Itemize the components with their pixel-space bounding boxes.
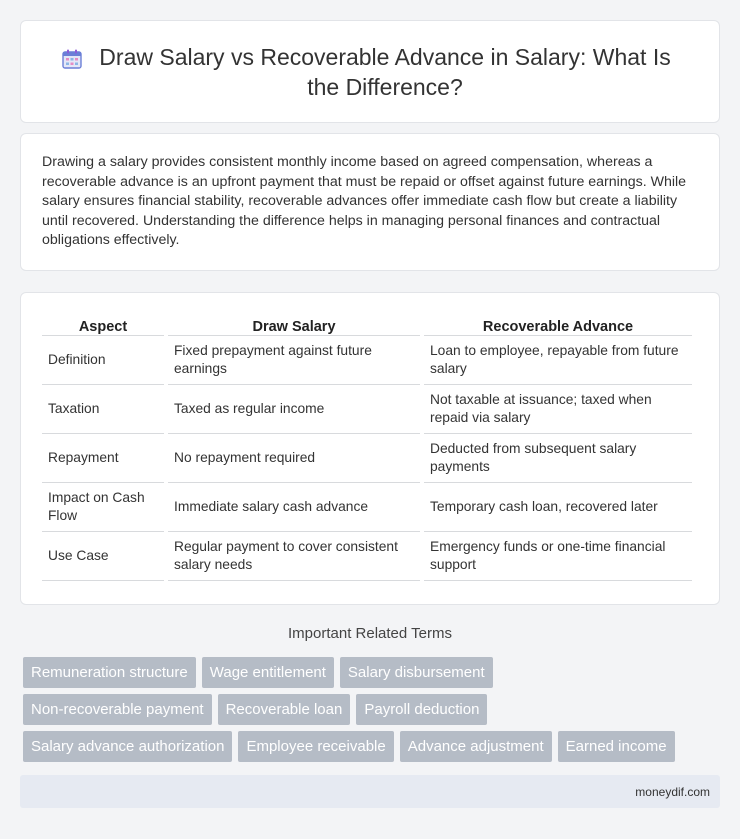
table-header-row: [42, 314, 692, 336]
tag-wage-entitlement[interactable]: Wage entitlement: [202, 657, 334, 688]
table-cell-aspect: Repayment: [42, 434, 164, 483]
title-card: [20, 20, 720, 123]
table-cell-draw-salary: Taxed as regular income: [168, 385, 420, 434]
intro-paragraph: Drawing a salary provides consistent monthly income based on agreed compensation, whereas a recoverable advance is an upfront payment that must be repaid or offset against future earnings. While salary ensures financial stability, recoverable advances offer immediate cash flow but create a liability until recovered. Understanding the difference helps in managing personal finances and contractual obligations effectively.: [42, 154, 687, 248]
tag-payroll-deduction[interactable]: Payroll deduction: [356, 694, 487, 725]
table-cell-recoverable-advance: Temporary cash loan, recovered later: [424, 483, 692, 532]
comparison-table: [38, 314, 696, 581]
table-cell-recoverable-advance: Not taxable at issuance; taxed when repaid via salary: [424, 385, 692, 434]
tag-advance-adjustment[interactable]: Advance adjustment: [400, 731, 552, 762]
header-aspect: Aspect: [42, 314, 164, 336]
table-row: [42, 532, 692, 581]
comparison-table-card: [20, 292, 720, 605]
related-terms-list: [23, 657, 723, 768]
footer-site-name[interactable]: moneydif.com: [635, 784, 710, 799]
table-row: [42, 483, 692, 532]
table-cell-aspect: Taxation: [42, 385, 164, 434]
tag-row: [23, 694, 723, 725]
table-cell-draw-salary: Immediate salary cash advance: [168, 483, 420, 532]
table-cell-aspect: Use Case: [42, 532, 164, 581]
title-wrap: [21, 42, 719, 102]
tag-recoverable-loan[interactable]: Recoverable loan: [218, 694, 351, 725]
tag-salary-advance-authorization[interactable]: Salary advance authorization: [23, 731, 232, 762]
header-draw-salary: Draw Salary: [168, 314, 420, 336]
table-cell-recoverable-advance: Loan to employee, repayable from future salary: [424, 336, 692, 385]
tag-earned-income[interactable]: Earned income: [558, 731, 675, 762]
header-recoverable-advance: Recoverable Advance: [424, 314, 692, 336]
table-cell-aspect: Definition: [42, 336, 164, 385]
tag-non-recoverable-payment[interactable]: Non-recoverable payment: [23, 694, 212, 725]
tag-remuneration-structure[interactable]: Remuneration structure: [23, 657, 196, 688]
table-row: [42, 434, 692, 483]
related-terms-heading: Important Related Terms: [288, 625, 452, 642]
table-cell-draw-salary: Fixed prepayment against future earnings: [168, 336, 420, 385]
tag-row: [23, 731, 723, 762]
table-cell-draw-salary: No repayment required: [168, 434, 420, 483]
table-cell-recoverable-advance: Deducted from subsequent salary payments: [424, 434, 692, 483]
intro-card: [20, 133, 720, 271]
tag-salary-disbursement[interactable]: Salary disbursement: [340, 657, 493, 688]
table-cell-aspect: Impact on Cash Flow: [42, 483, 164, 532]
tag-row: [23, 657, 723, 688]
table-cell-recoverable-advance: Emergency funds or one-time financial support: [424, 532, 692, 581]
table-row: [42, 336, 692, 385]
page-title: Draw Salary vs Recoverable Advance in Salary: What Is the Difference?: [99, 43, 671, 100]
footer: [20, 775, 720, 808]
calendar-icon: [61, 48, 83, 70]
tag-employee-receivable[interactable]: Employee receivable: [238, 731, 393, 762]
table-cell-draw-salary: Regular payment to cover consistent salary needs: [168, 532, 420, 581]
table-row: [42, 385, 692, 434]
